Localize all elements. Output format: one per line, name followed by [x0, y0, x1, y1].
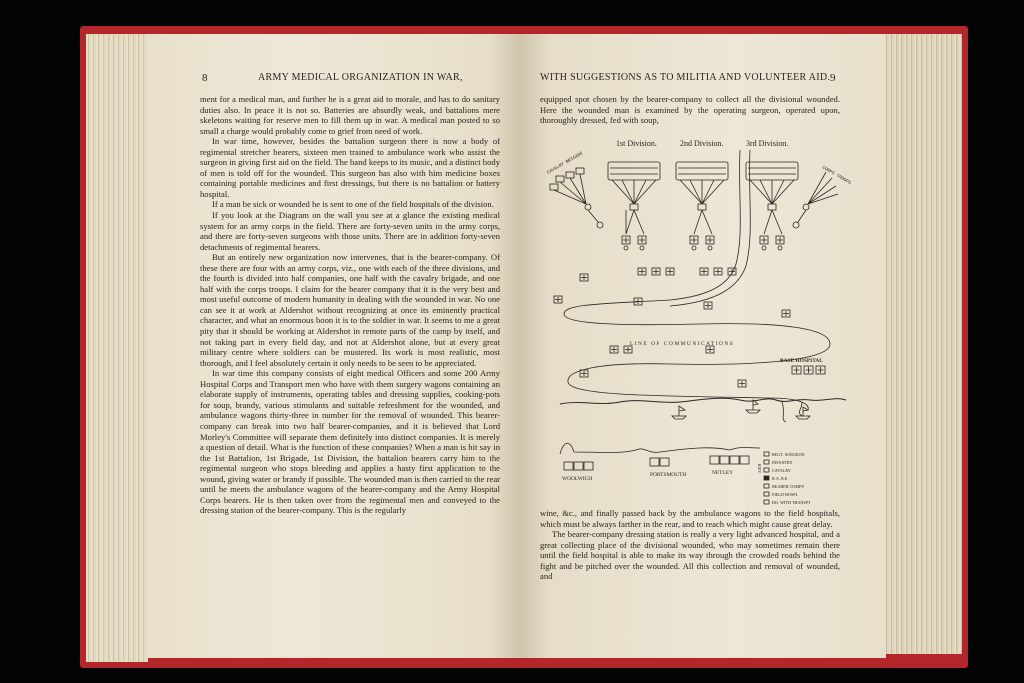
key-item: BEARER COMPY	[772, 484, 805, 489]
key-item: CAVALRY	[772, 468, 791, 473]
key-item: R.A. R.E.	[772, 476, 789, 481]
route-label: LINE OF COMMUNICATIONS	[630, 341, 735, 347]
key-item: INFANTRY	[772, 460, 793, 465]
paragraph: equipped spot chosen by the bearer-company to collect all the divisional wounded. Here the wounded man is examined by the operating surgeon, operated upon, thoroughly dressed, fed with soup,	[540, 94, 840, 126]
key-item: DO. WITH TRANSPT	[772, 500, 811, 505]
division-3-group	[746, 162, 798, 250]
home-ports	[564, 456, 749, 470]
key-title: KEY	[757, 464, 762, 474]
port-label: WOOLWICH	[562, 476, 593, 482]
paragraph: wine, &c., and finally passed back by the ambulance wagons to the field hospitals, which must be always farther in the rear, and to reach which might cause great delay.	[540, 508, 840, 529]
key-item: FIELD HOSPL	[772, 492, 799, 497]
division-label: 2nd Division.	[680, 139, 724, 148]
field-hospitals	[554, 268, 790, 387]
division-label: 3rd Division.	[746, 139, 789, 148]
running-header: ARMY MEDICAL ORGANIZATION IN WAR,	[258, 72, 463, 83]
diagram-key	[764, 452, 769, 504]
division-1-group	[608, 162, 660, 250]
side-label: CAVALRY BRIGADE	[546, 151, 585, 176]
army-corps-medical-diagram	[540, 134, 870, 506]
side-label: CORPS TROOPS	[821, 165, 852, 186]
base-hospital-group	[792, 366, 825, 374]
running-header: WITH SUGGESTIONS AS TO MILITIA AND VOLUNTEER AID.	[540, 72, 831, 83]
paragraph: The bearer-company dressing station is really a very light advanced hospital, and a great collecting place of the divisional wounded, who may sometimes remain there until the field hospital is able to make its way through the crowded roads behind the fight and be pitched over the wounded. All this collection and removal of wounded, and	[540, 529, 840, 582]
cavalry-brigade-group	[546, 150, 603, 228]
page-body-bottom	[540, 508, 840, 582]
right-page	[520, 34, 886, 658]
page-body-top	[540, 94, 840, 126]
port-label: NETLEY	[712, 470, 733, 476]
paragraph: In war time this company consists of eight medical Officers and some 200 Army Hospital Corps and Transport men who have with them surgery wagons containing an elaborate supply of instruments, operating tables and dressing supplies, cooking-pots for soup, brandy, various stimulants and suitable refreshment for the wounded, and ambulance wagons thirty-three in number for the removal of wounded. This bearer-company can break into two half bearer-companies, and it is believed that Lord Morley's Committee will separate them definitely into distinct companies. It is merely a question of detail. What is the function of these companies? When a man is hit say in the 1st Battalion, 1st Brigade, 1st Division, the battalion bearers carry him to the regimental surgeon who stops bleeding and applies a hasty first application to the wound, giving water or brandy if possible. The wounded man is then carried to the rear until he meets the ambulance wagons of the bearer-company and the Army Hospital Corps bearers. He is then taken over from the regimental men and conveyed to the dressing station of the bearer-company. This is the regularly	[200, 368, 500, 516]
left-page	[146, 34, 520, 658]
paragraph: In war time, however, besides the battalion surgeon there is now a body of regimental stretcher bearers, sixteen men trained to ambulance work who assist the surgeon in giving first aid on the field. The band keeps to its music, and a distinct body of men is told off for the wounded. This surgeon has also with him medicine boxes containing portable medicines and first dressings, but there is no battalion or battery hospital.	[200, 136, 500, 199]
paragraph: If you look at the Diagram on the wall you see at a glance the existing medical system for an army corps in the field. There are forty-seven units in the army corps, and there are forty-seven surgeons with those units. There are in addition forty-seven detachments of regimental bearers.	[200, 210, 500, 252]
corps-troops-group	[793, 165, 852, 228]
base-hospital-label: BASE HOSPITAL	[780, 358, 823, 364]
paragraph: But an entirely new organization now intervenes, that is the bearer-company. Of these there are four with an army corps, viz., one with each of the three divisions, and the fourth is divided into half companies, one half with the cavalry brigade, and one half with the corps troops. I claim for the bearer company that it is the very best and most useful outcome of modern humanity in dealing with the wounded in war. No one can see it at work at Aldershot without recognizing at once its eminently practical character, and what an enormous boon it is to the soldier in war. It seems to me a great pity that it should be working at Aldershot in remote parts of the camp by itself, and not taking part in every field day, and not at Aldershot alone, but at every great military centre where soldiers can be mustered. Its work is most realistic, most thorough, and I feel absolutely certain it only needs to be seen to be appreciated.	[200, 252, 500, 368]
page-number: 9	[830, 72, 836, 84]
division-label: 1st Division.	[616, 139, 657, 148]
paragraph: ment for a medical man, and further he is a great aid to morale, and has to do sanitary duties also. In peace it is not so. Batteries are absurdly weak, and battalions mere skeletons waiting for reserve men to fill them up in war. A medical man posted to so small a charge would probably come to grief from need of work.	[200, 94, 500, 136]
page-body	[200, 94, 500, 516]
page-number: 8	[202, 72, 208, 84]
paragraph: If a man be sick or wounded he is sent to one of the field hospitals of the division.	[212, 199, 494, 210]
right-page-edges	[884, 34, 962, 654]
left-page-edges	[86, 34, 148, 662]
key-item: REGT. SURGEON	[772, 452, 805, 457]
port-label: PORTSMOUTH	[650, 472, 687, 478]
division-2-group	[676, 162, 728, 250]
